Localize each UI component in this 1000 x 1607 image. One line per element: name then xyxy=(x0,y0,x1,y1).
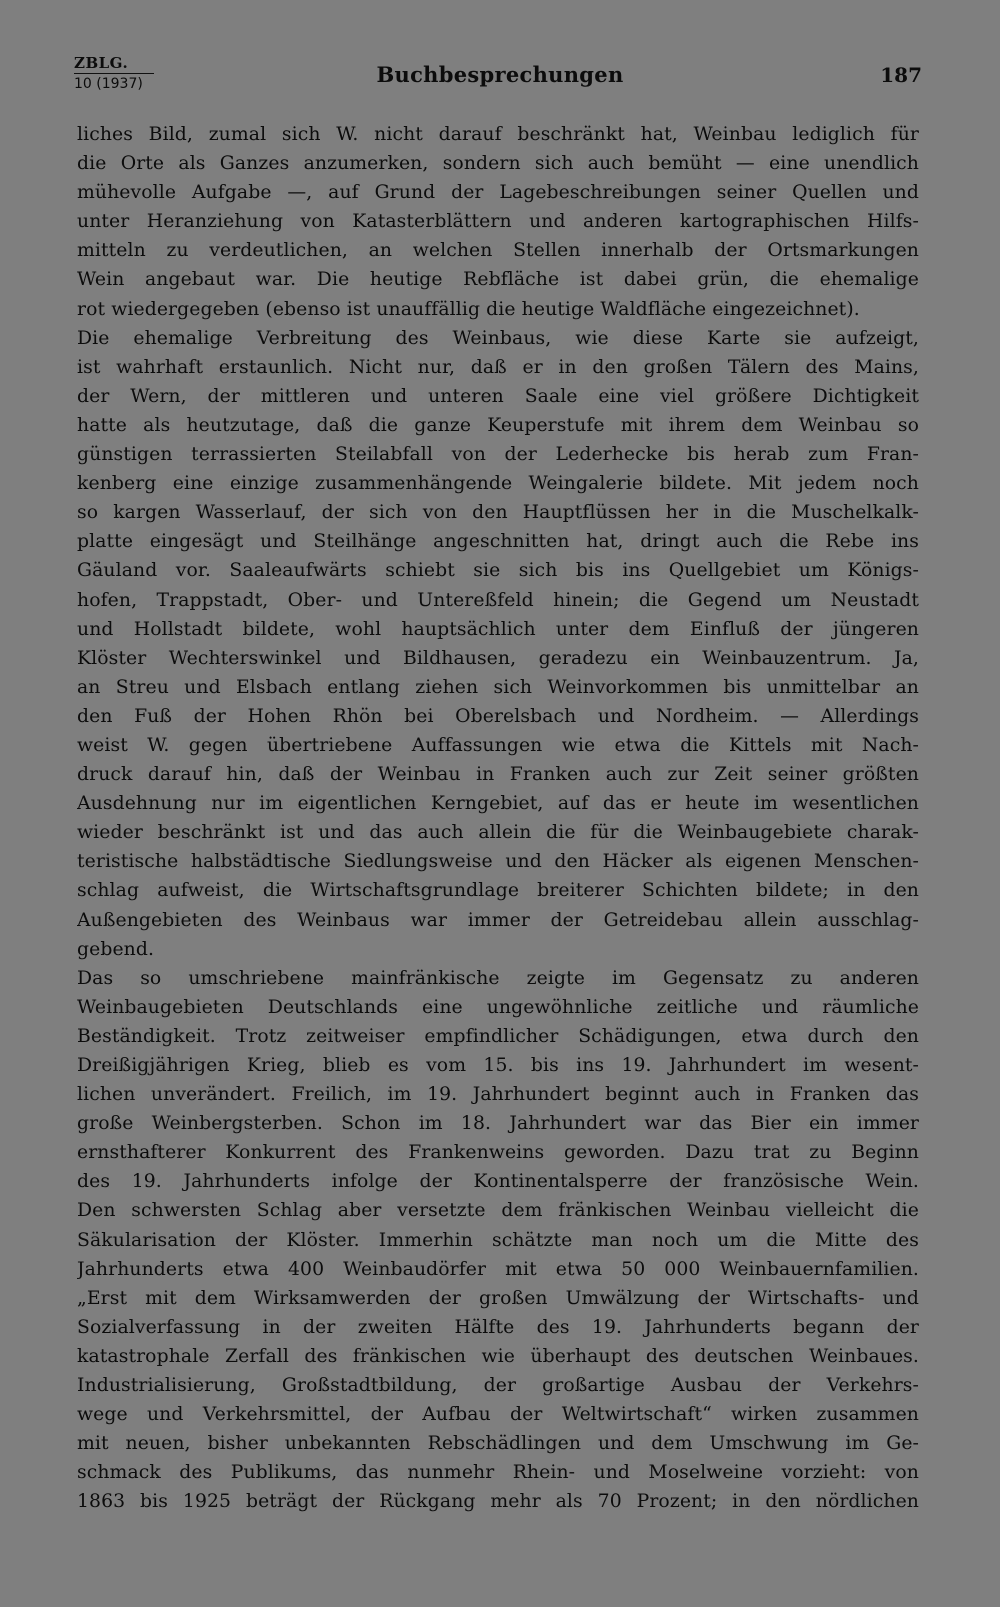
text-line: die Orte als Ganzes anzumerken, sondern sich auch bemüht — eine unendlich xyxy=(77,153,919,175)
journal-abbreviation: ZBLG. xyxy=(74,54,154,74)
text-line: platte eingesägt und Steilhänge angeschnitten hat, dringt auch die Rebe ins xyxy=(77,531,919,553)
text-line: Wein angebaut war. Die heutige Rebfläche ist dabei grün, die ehemalige xyxy=(77,269,919,291)
text-line: rot wiedergegeben (ebenso ist unauffällig die heutige Waldfläche eingezeichnet). xyxy=(77,298,860,320)
text-line: ernsthafterer Konkurrent des Frankenweins geworden. Dazu trat zu Beginn xyxy=(77,1142,919,1164)
text-line: Säkularisation der Klöster. Immerhin schätzte man noch um die Mitte des xyxy=(77,1229,919,1251)
text-line: schmack des Publikums, das nunmehr Rhein- und Moselweine vorzieht: von xyxy=(77,1462,919,1484)
text-line: druck darauf hin, daß der Weinbau in Franken auch zur Zeit seiner größten xyxy=(77,764,919,786)
text-line: kenberg eine einzige zusammenhängende Weingalerie bildete. Mit jedem noch xyxy=(77,473,919,495)
text-line: „Erst mit dem Wirksamwerden der großen Umwälzung der Wirtschafts- und xyxy=(77,1287,919,1309)
text-line: große Weinbergsterben. Schon im 18. Jahrhundert war das Bier ein immer xyxy=(77,1113,919,1135)
text-line: so kargen Wasserlauf, der sich von den Hauptflüssen her in die Muschelkalk- xyxy=(77,502,919,524)
text-line: mühevolle Aufgabe —, auf Grund der Lagebeschreibungen seiner Quellen und xyxy=(77,182,919,204)
journal-volume: 10 (1937) xyxy=(74,76,143,92)
text-line: mit neuen, bisher unbekannten Rebschädlingen und dem Umschwung im Ge- xyxy=(77,1433,919,1455)
text-line: Jahrhunderts etwa 400 Weinbaudörfer mit etwa 50 000 Weinbauernfamilien. xyxy=(77,1258,919,1280)
text-line: günstigen terrassierten Steilabfall von der Lederhecke bis herab zum Fran- xyxy=(77,444,919,466)
text-line: mitteln zu verdeutlichen, an welchen Stellen innerhalb der Ortsmarkungen xyxy=(77,240,919,262)
text-line: 1863 bis 1925 beträgt der Rückgang mehr als 70 Prozent; in den nördlichen xyxy=(77,1491,919,1513)
text-line: Das so umschriebene mainfränkische zeigte im Gegensatz zu anderen xyxy=(77,967,919,989)
text-line: an Streu und Elsbach entlang ziehen sich Weinvorkommen bis unmittelbar an xyxy=(77,676,919,698)
text-line: Gäuland vor. Saaleaufwärts schiebt sie sich bis ins Quellgebiet um Königs- xyxy=(77,560,919,582)
text-line: gebend. xyxy=(77,938,155,960)
text-line: wege und Verkehrsmittel, der Aufbau der Weltwirtschaft“ wirken zusammen xyxy=(77,1404,919,1426)
text-line: und Hollstadt bildete, wohl hauptsächlich unter dem Einfluß der jüngeren xyxy=(77,618,919,640)
text-line: der Wern, der mittleren und unteren Saale eine viel größere Dichtigkeit xyxy=(77,385,919,407)
text-line: katastrophale Zerfall des fränkischen wie überhaupt des deutschen Weinbaues. xyxy=(77,1345,919,1367)
running-title: Buchbesprechungen xyxy=(376,62,624,87)
text-line: lichen unverändert. Freilich, im 19. Jahrhundert beginnt auch in Franken das xyxy=(77,1084,919,1106)
text-line: des 19. Jahrhunderts infolge der Kontinentalsperre der französische Wein. xyxy=(77,1171,919,1193)
body-text xyxy=(77,120,919,1517)
text-line: Ausdehnung nur im eigentlichen Kerngebiet, auf das er heute im wesentlichen xyxy=(77,793,919,815)
text-line: Sozialverfassung in der zweiten Hälfte des 19. Jahrhunderts begann der xyxy=(77,1316,919,1338)
text-line: wieder beschränkt ist und das auch allein die für die Weinbaugebiete charak- xyxy=(77,822,919,844)
text-line: Klöster Wechterswinkel und Bildhausen, geradezu ein Weinbauzentrum. Ja, xyxy=(77,647,919,669)
text-line: hatte als heutzutage, daß die ganze Keuperstufe mit ihrem dem Weinbau so xyxy=(77,414,919,436)
text-line: Industrialisierung, Großstadtbildung, der großartige Ausbau der Verkehrs- xyxy=(77,1375,919,1397)
text-line: Den schwersten Schlag aber versetzte dem fränkischen Weinbau vielleicht die xyxy=(77,1200,919,1222)
text-line: ist wahrhaft erstaunlich. Nicht nur, daß er in den großen Tälern des Mains, xyxy=(77,356,919,378)
page-number: 187 xyxy=(880,63,922,87)
text-line: Beständigkeit. Trotz zeitweiser empfindlicher Schädigungen, etwa durch den xyxy=(77,1025,919,1047)
text-line: teristische halbstädtische Siedlungsweise und den Häcker als eigenen Menschen- xyxy=(77,851,919,873)
text-line: hofen, Trappstadt, Ober- und Untereßfeld hinein; die Gegend um Neustadt xyxy=(77,589,919,611)
text-line: Weinbaugebieten Deutschlands eine ungewöhnliche zeitliche und räumliche xyxy=(77,996,919,1018)
text-line: schlag aufweist, die Wirtschaftsgrundlage breiterer Schichten bildete; in den xyxy=(77,880,919,902)
text-line: Dreißigjährigen Krieg, blieb es vom 15. bis ins 19. Jahrhundert im wesent- xyxy=(77,1055,919,1076)
text-line: Außengebieten des Weinbaus war immer der Getreidebau allein ausschlag- xyxy=(77,909,919,931)
text-line: weist W. gegen übertriebene Auffassungen wie etwa die Kittels mit Nach- xyxy=(77,734,919,756)
text-line: liches Bild, zumal sich W. nicht darauf beschränkt hat, Weinbau lediglich für xyxy=(77,124,919,145)
text-line: Die ehemalige Verbreitung des Weinbaus, wie diese Karte sie aufzeigt, xyxy=(77,327,919,349)
text-line: den Fuß der Hohen Rhön bei Oberelsbach und Nordheim. — Allerdings xyxy=(77,705,919,727)
text-line: unter Heranziehung von Katasterblättern und anderen kartographischen Hilfs- xyxy=(77,211,919,233)
